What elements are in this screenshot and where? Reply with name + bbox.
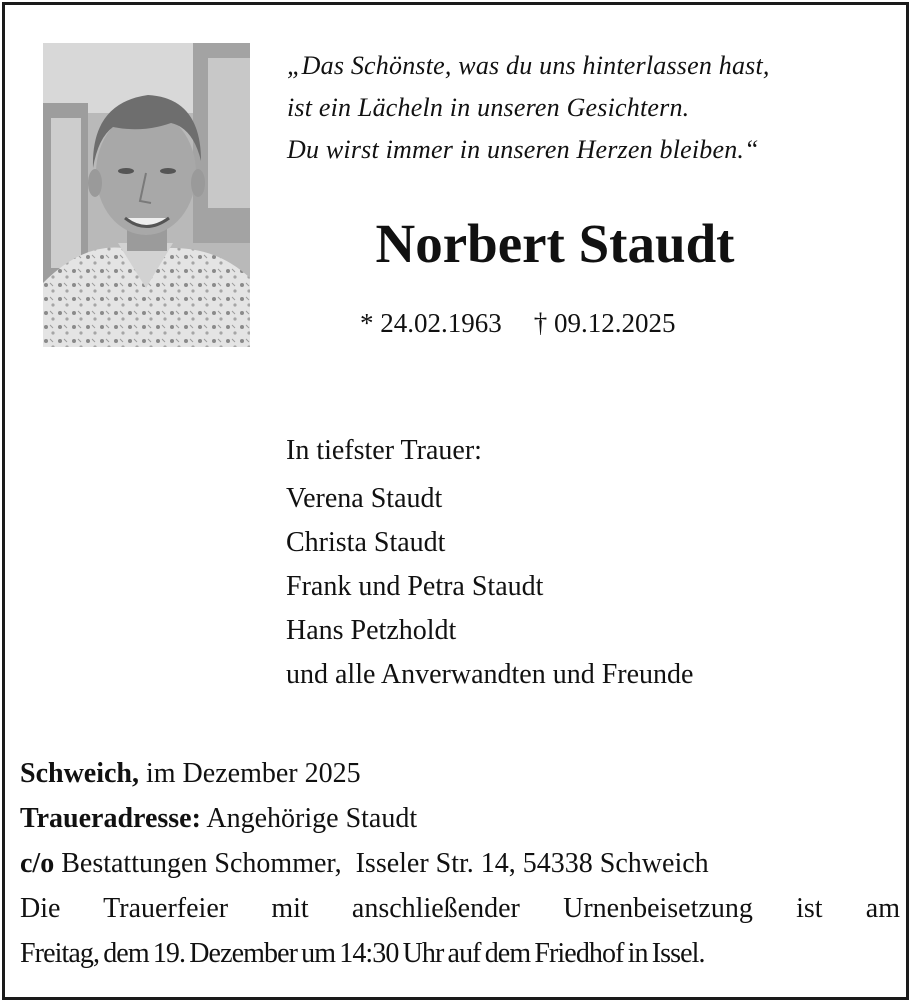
care-of-label: c/o	[20, 848, 55, 879]
memorial-quote	[287, 45, 887, 171]
address-line	[20, 796, 900, 841]
care-of-line	[20, 841, 900, 886]
mourner-name: Hans Petzholdt	[286, 615, 457, 646]
life-dates	[360, 305, 676, 341]
deceased-name: Norbert Staudt	[375, 213, 735, 274]
quote-line: Du wirst immer in unseren Herzen bleiben.“	[287, 135, 759, 164]
birth-date: * 24.02.1963	[360, 308, 502, 338]
quote-line: „Das Schönste, was du uns hinterlassen hast,	[287, 51, 770, 80]
notice-footer	[20, 751, 900, 976]
death-date: † 09.12.2025	[533, 308, 676, 338]
address-label: Traueradresse:	[20, 803, 201, 834]
obituary-notice	[2, 2, 909, 1000]
address-text: Angehörige Staudt	[206, 803, 418, 834]
portrait-image	[43, 43, 250, 347]
mourner-name: Verena Staudt	[286, 483, 443, 514]
mourner-name: Christa Staudt	[286, 527, 446, 558]
quote-line: ist ein Lächeln in unseren Gesichtern.	[287, 93, 690, 122]
mourners-list	[286, 429, 693, 697]
place-date-line	[20, 751, 900, 796]
place-text: im Dezember 2025	[146, 758, 361, 789]
ceremony-line: Freitag, dem 19. Dezember um 14:30 Uhr auf dem Friedhof in Issel.	[20, 938, 705, 969]
mourners-heading: In tiefster Trauer:	[286, 435, 482, 466]
place-label: Schweich,	[20, 758, 139, 789]
mourner-name: und alle Anverwandten und Freunde	[286, 659, 694, 690]
portrait-photo	[43, 43, 250, 347]
ceremony-line: Die Trauerfeier mit anschließender Urnenbeisetzung ist am	[20, 893, 900, 924]
care-of-text: Bestattungen Schommer, Isseler Str. 14, 54338 Schweich	[61, 848, 709, 879]
mourner-name: Frank und Petra Staudt	[286, 571, 544, 602]
